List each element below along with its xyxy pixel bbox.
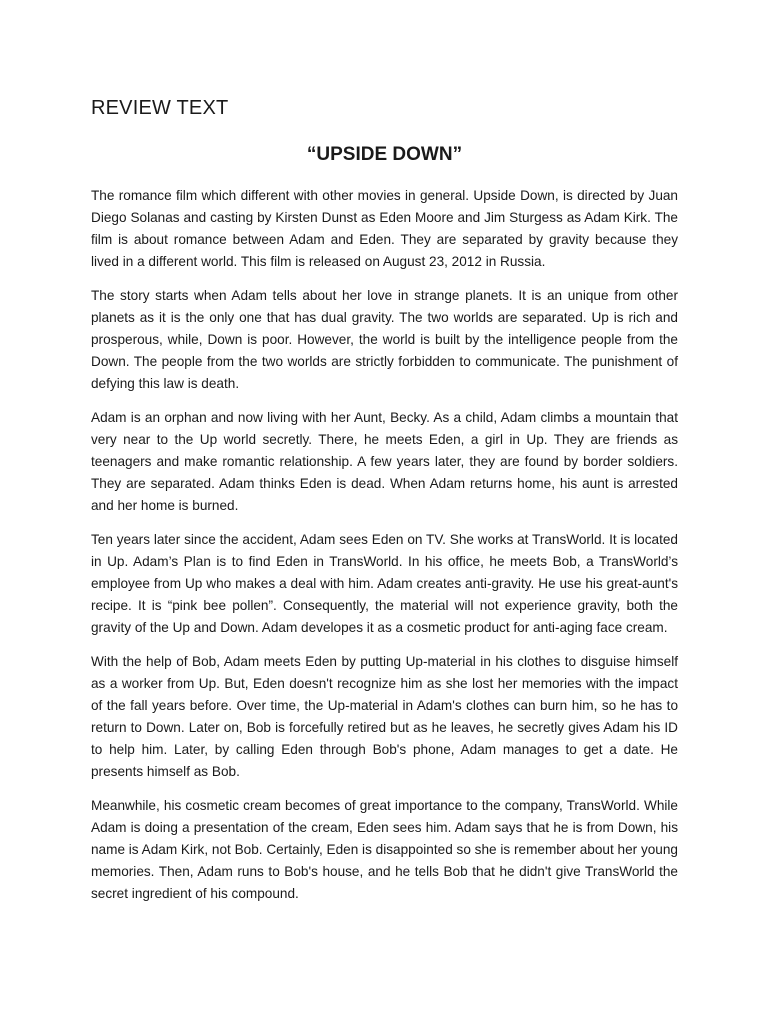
paragraph-4: Ten years later since the accident, Adam sees Eden on TV. She works at TransWorld. It is located in Up. Adam’s Plan is to find Eden in TransWorld. In his office, he meets Bob, a TransWorld’s employee from Up who makes a deal with him. Adam creates anti-gravity. He use his great-aunt's recipe. It is “pink bee pollen”. Consequently, the material will not experience gravity, both the gravity of the Up and Down. Adam developes it as a cosmetic product for anti-aging face cream. [91,532,678,635]
document-heading: REVIEW TEXT [91,97,229,119]
document-page [91,94,678,917]
paragraph-6: Meanwhile, his cosmetic cream becomes of great importance to the company, TransWorld. While Adam is doing a presentation of the cream, Eden sees him. Adam says that he is from Down, his name is Adam Kirk, not Bob. Certainly, Eden is disappointed so she is remember about her young memories. Then, Adam runs to Bob's house, and he tells Bob that he didn't give TransWorld the secret ingredient of his compound. [91,798,678,901]
paragraph-2: The story starts when Adam tells about her love in strange planets. It is an unique from other planets as it is the only one that has dual gravity. The two worlds are separated. Up is rich and prosperous, while, Down is poor. However, the world is built by the intelligence people from the Down. The people from the two worlds are strictly forbidden to communicate. The punishment of defying this law is death. [91,288,678,391]
paragraph-3: Adam is an orphan and now living with her Aunt, Becky. As a child, Adam climbs a mountain that very near to the Up world secretly. There, he meets Eden, a girl in Up. They are friends as teenagers and make romantic relationship. A few years later, they are found by border soldiers. They are separated. Adam thinks Eden is dead. When Adam returns home, his aunt is arrested and her home is burned. [91,410,678,513]
document-title: “UPSIDE DOWN” [306,144,463,165]
paragraph-1: The romance film which different with other movies in general. Upside Down, is directed by Juan Diego Solanas and casting by Kirsten Dunst as Eden Moore and Jim Sturgess as Adam Kirk. The film is about romance between Adam and Eden. They are separated by gravity because they lived in a different world. This film is released on August 23, 2012 in Russia. [91,188,678,269]
paragraph-5: With the help of Bob, Adam meets Eden by putting Up-material in his clothes to disguise himself as a worker from Up. But, Eden doesn't recognize him as she lost her memories with the impact of the fall years before. Over time, the Up-material in Adam's clothes can burn him, so he has to return to Down. Later on, Bob is forcefully retired but as he leaves, he secretly gives Adam his ID to help him. Later, by calling Eden through Bob's phone, Adam manages to get a date. He presents himself as Bob. [91,654,678,779]
